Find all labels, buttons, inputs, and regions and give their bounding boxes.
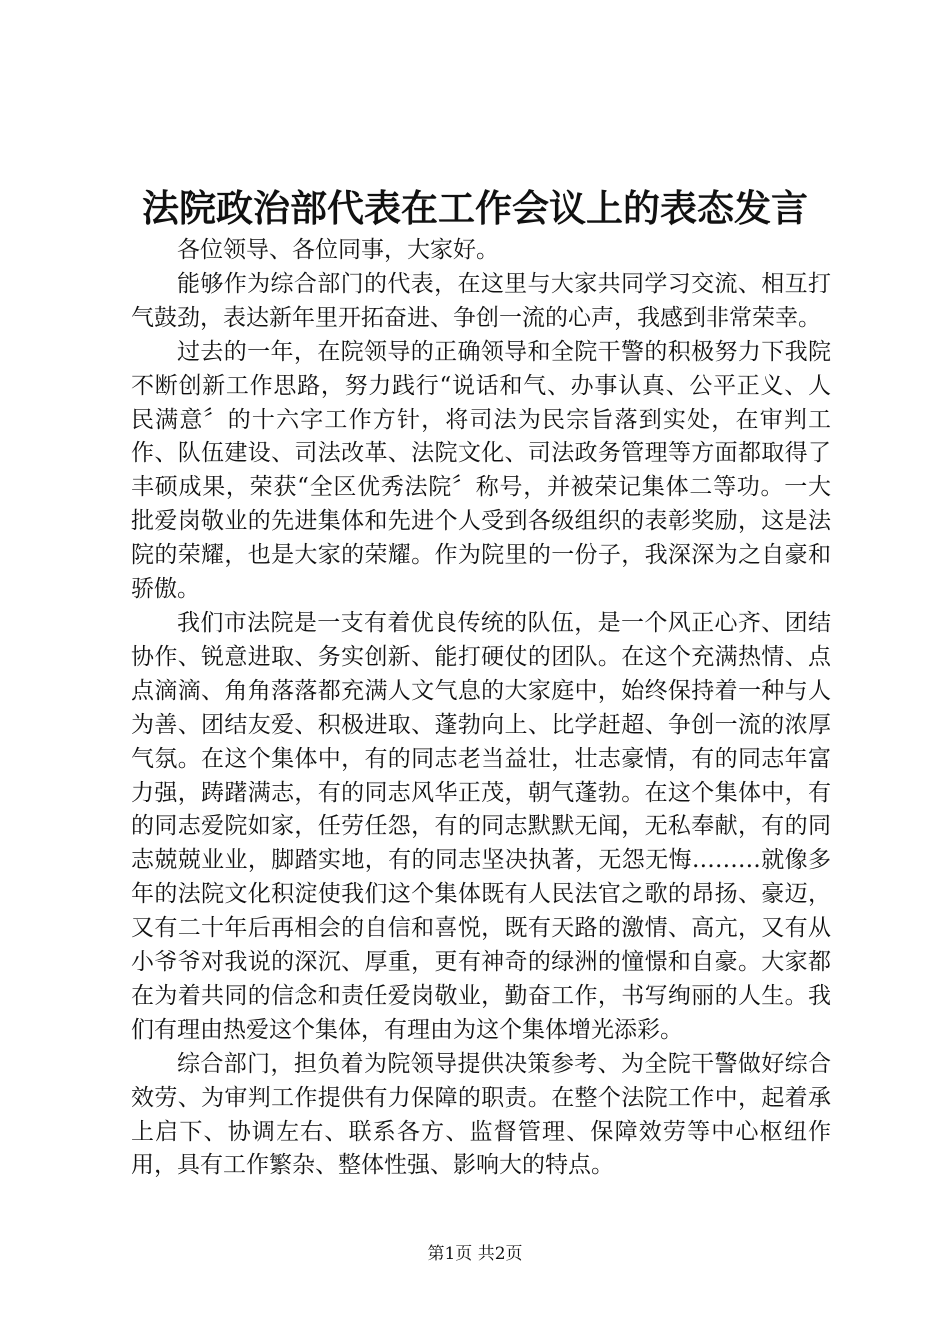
paragraph-department: 综合部门，担负着为院领导提供决策参考、为全院干警做好综合效劳、为审判工作提供有力保障的职责。在整个法院工作中，起着承上启下、协调左右、联系各方、监督管理、保障效劳等中心枢纽作用，具有工作繁杂、整体性强、影响大的特点。 [131, 1050, 831, 1179]
page-number-footer: 第1页 共2页 [427, 1244, 523, 1264]
paragraph-team: 我们市法院是一支有着优良传统的队伍，是一个风正心齐、团结协作、锐意进取、务实创新、能打硬仗的团队。在这个充满热情、点点滴滴、角角落落都充满人文气息的大家庭中，始终保持着一种与人为善、团结友爱、积极进取、蓬勃向上、比学赶超、争创一流的浓厚气氛。在这个集体中，有的同志老当益壮，壮志豪情，有的同志年富力强，踌躇满志，有的同志风华正茂，朝气蓬勃。在这个集体中，有的同志爱院如家，任劳任怨，有的同志默默无闻，无私奉献，有的同志兢兢业业，脚踏实地，有的同志坚决执著，无怨无悔………就像多年的法院文化积淀使我们这个集体既有人民法官之歌的昂扬、豪迈，又有二十年后再相会的自信和喜悦，既有天路的激情、高亢，又有从小爷爷对我说的深沉、厚重，更有神奇的绿洲的憧憬和自豪。大家都在为着共同的信念和责任爱岗敬业，勤奋工作，书写绚丽的人生。我们有理由热爱这个集体，有理由为这个集体增光添彩。 [131, 609, 831, 1043]
paragraph-intro: 能够作为综合部门的代表，在这里与大家共同学习交流、相互打气鼓劲，表达新年里开拓奋进、争创一流的心声，我感到非常荣幸。 [131, 270, 831, 331]
document-body [131, 234, 831, 1183]
document-title: 法院政治部代表在工作会议上的表态发言 [142, 186, 808, 230]
paragraph-achievements: 过去的一年，在院领导的正确领导和全院干警的积极努力下我院不断创新工作思路，努力践行“说话和气、办事认真、公平正义、人民满意〞的十六字工作方针，将司法为民宗旨落到实处，在审判工作、队伍建设、司法改革、法院文化、司法政务管理等方面都取得了丰硕成果，荣获“全区优秀法院〞称号，并被荣记集体二等功。一大批爱岗敬业的先进集体和先进个人受到各级组织的表彰奖励，这是法院的荣耀，也是大家的荣耀。作为院里的一份子，我深深为之自豪和骄傲。 [131, 338, 831, 603]
paragraph-greeting: 各位领导、各位同事，大家好。 [177, 237, 499, 263]
